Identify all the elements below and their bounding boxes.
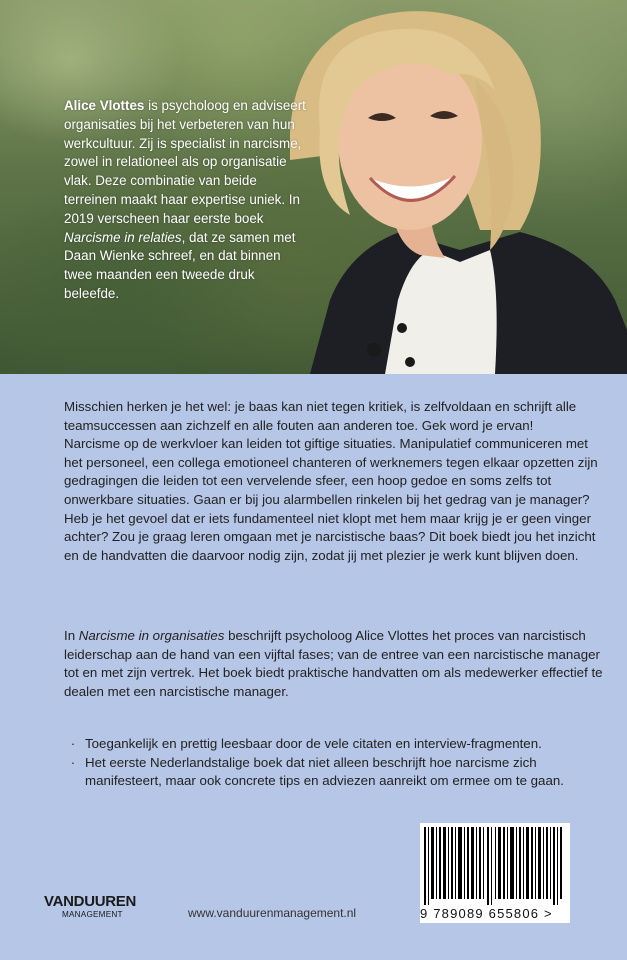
summary-text: beschrijft psycholoog Alice Vlottes het proces van narcistisch leiderschap aan de hand van een vijftal fases; van de entree van een narcistische manager tot en met zijn vertrek. Het boek biedt praktische handvatten om als medewerker effectief te dealen met een narcistische manager.	[64, 628, 603, 699]
summary-paragraph	[64, 627, 604, 701]
previous-book-title: Narcisme in relaties	[64, 229, 182, 245]
bio-text-2: , dat ze samen met Daan Wienke schreef, en dat binnen twee maanden een tweede druk beleefde.	[64, 229, 296, 301]
book-title: Narcisme in organisaties	[78, 628, 225, 643]
intro-text	[64, 398, 604, 565]
author-bio	[64, 97, 309, 304]
author-portrait	[290, 0, 627, 374]
intro-paragraph-2: Narcisme op de werkvloer kan leiden tot giftige situaties. Manipulatief communiceren met het personeel, een collega emotioneel chanteren of werknemers tegen elkaar opzetten zijn gedragingen die leiden tot een vervelende sfeer, een hoop gedoe en soms zelfs tot onwerkbare situaties. Gaan er bij jou alarmbellen rinkelen bij het gedrag van je manager? Heb je het gevoel dat er iets fundamenteel niet klopt met hem maar krijg je er geen vinger achter? Zou je graag leren omgaan met je narcistische baas? Dit boek biedt jou het inzicht en de handvatten die daarvoor nodig zijn, zodat jij met plezier je werk kunt blijven doen.	[64, 436, 598, 563]
author-photo	[0, 0, 627, 374]
summary-prefix: In	[64, 628, 79, 643]
publisher-logo	[44, 893, 156, 923]
publisher-imprint: MANAGEMENT	[62, 910, 123, 919]
intro-paragraph-1: Misschien herken je het wel: je baas kan niet tegen kritiek, is zelfvoldaan en schrijft alle teamsuccessen aan zichzelf en alle fouten aan anderen toe. Gek word je ervan!	[64, 399, 577, 433]
bullet-icon: ·	[70, 736, 76, 751]
list-item	[64, 754, 604, 791]
list-item	[64, 735, 604, 754]
list-item-text: Toegankelijk en prettig leesbaar door de vele citaten en interview-fragmenten.	[85, 736, 542, 751]
list-item-text: Het eerste Nederlandstalige boek dat niet alleen beschrijft hoe narcisme zich manifesteert, maar ook concrete tips en adviezen aanreikt om ermee om te gaan.	[85, 754, 564, 789]
publisher-name: VANDUUREN	[44, 893, 137, 910]
author-name: Alice Vlottes	[64, 98, 145, 113]
feature-list	[64, 735, 604, 791]
bio-text-1: is psycholoog en adviseert organisaties bij het verbeteren van hun werkcultuur. Zij is specialist in narcisme, zowel in relationeel als op organisatie vlak. Deze combinatie van beide terreinen maakt haar expertise uniek. In 2019 verscheen haar eerste boek	[64, 98, 306, 226]
bullet-icon: ·	[70, 754, 76, 770]
isbn-number: 9 789089 655806 >	[420, 906, 553, 921]
publisher-website[interactable]: www.vanduurenmanagement.nl	[188, 906, 357, 920]
